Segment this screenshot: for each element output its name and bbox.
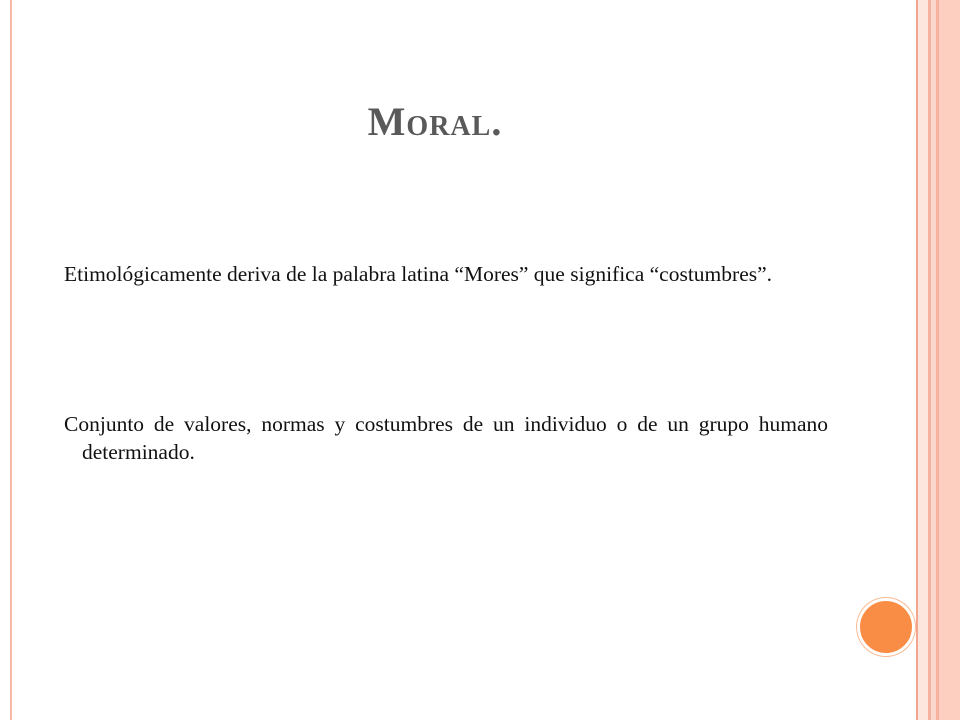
slide-title: Moral. (367, 99, 503, 144)
paragraph-etymology: Etimológicamente deriva de la palabra latina “Mores” que significa “costumbres”. (64, 262, 773, 286)
band-stripe (918, 0, 928, 720)
paragraph-definition: Conjunto de valores, normas y costumbres de un individuo o de un grupo humano determinado. (64, 412, 828, 464)
right-decorative-band (916, 0, 960, 720)
band-stripe (939, 0, 960, 720)
accent-circle (857, 598, 915, 656)
